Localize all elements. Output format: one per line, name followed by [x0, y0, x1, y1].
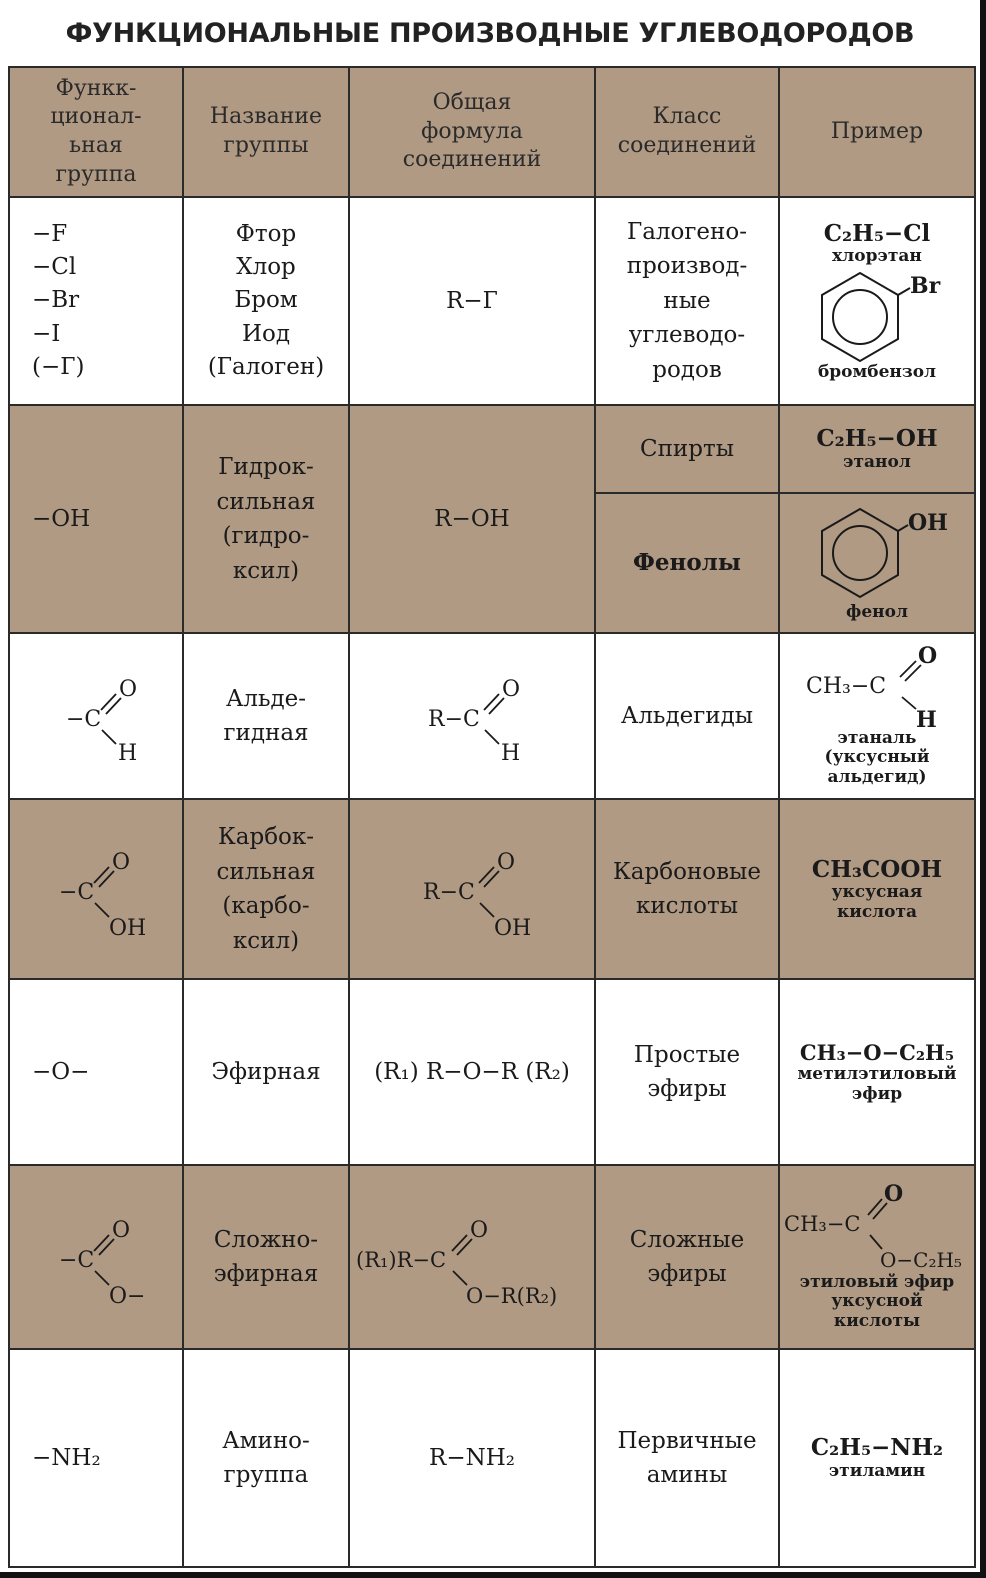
cell-name-carboxyl: Карбок- сильная (карбо- ксил): [183, 799, 349, 979]
carboxyl-group-structure: [31, 839, 161, 939]
cell-formula-ester: [349, 1165, 595, 1349]
cell-example-ether: [779, 979, 975, 1165]
example-formula-methyl-ethyl-ether: CH₃−O−C₂H₅: [799, 1039, 955, 1065]
hydrogen-label: H: [916, 706, 937, 733]
example-caption-ethanol: этанол: [843, 452, 911, 473]
dash-c-label: −C: [66, 707, 102, 732]
carboxyl-general-formula: [397, 839, 547, 939]
functional-groups-table: [8, 66, 976, 1568]
cell-class-aldehyde: Альдегиды: [595, 633, 779, 799]
dash-c-label: −C: [59, 1248, 95, 1273]
cell-group-ether: −O−: [9, 979, 183, 1165]
hydroxyl-label: OH: [109, 916, 147, 941]
benzene-ring-bromobenzene: [802, 267, 952, 359]
cell-formula-aldehyde: [349, 633, 595, 799]
cell-example-phenol: [779, 493, 975, 633]
ch3-dash-c-label: CH₃−C: [784, 1211, 861, 1236]
cell-formula-halogen: R−Г: [349, 197, 595, 405]
oxygen-label: O: [470, 1218, 489, 1243]
r-dash-c-label: R−C: [423, 880, 475, 905]
cell-class-ether: Простые эфиры: [595, 979, 779, 1165]
r1r-dash-c-label: (R₁)R−C: [356, 1248, 447, 1272]
o-dash-label: O−: [109, 1284, 146, 1309]
cell-name-halogen: Фтор Хлор Бром Иод (Галоген): [183, 197, 349, 405]
header-general-formula: Общая формула соединений: [349, 67, 595, 197]
page-title: ФУНКЦИОНАЛЬНЫЕ ПРОИЗВОДНЫЕ УГЛЕВОДОРОДОВ: [65, 17, 915, 49]
example-caption-ethyl-acetate: этиловый эфир уксусной кислоты: [799, 1271, 955, 1331]
table-row-amine: [9, 1349, 975, 1567]
cell-class-ester: Сложные эфиры: [595, 1165, 779, 1349]
cell-name-amine: Амино- группа: [183, 1349, 349, 1567]
table-row-carboxyl: [9, 799, 975, 979]
table-row-ester: [9, 1165, 975, 1349]
cell-name-ester: Сложно- эфирная: [183, 1165, 349, 1349]
oxygen-label: O: [497, 850, 516, 875]
example-caption-ethylamine: этиламин: [828, 1461, 926, 1482]
header-functional-group: Функк- ционал- ьная группа: [9, 67, 183, 197]
hydrogen-label: H: [118, 741, 138, 766]
cell-class-phenols: Фенолы: [595, 493, 779, 633]
example-caption-ethanal: этаналь (уксусный альдегид): [824, 727, 930, 787]
oxygen-label: O: [112, 1218, 131, 1243]
table-row-aldehyde: [9, 633, 975, 799]
table-row-ether: [9, 979, 975, 1165]
cell-formula-hydroxyl: R−OH: [349, 405, 595, 633]
cell-group-carboxyl: [9, 799, 183, 979]
oxygen-label: O: [502, 677, 521, 702]
example-caption-acetic-acid: уксусная кислота: [831, 882, 923, 922]
r-dash-c-label: R−C: [428, 707, 480, 732]
example-formula-acetic-acid: CH₃COOH: [811, 855, 943, 883]
cell-formula-ether: (R₁) R−O−R (R₂): [349, 979, 595, 1165]
ethyl-acetate-structure: [780, 1180, 976, 1273]
oxygen-label: O: [884, 1180, 904, 1207]
cell-formula-carboxyl: [349, 799, 595, 979]
example-formula-ethanol: C₂H₅−OH: [816, 425, 938, 453]
cell-class-halogen: Галогено- производ- ные углеводо- родов: [595, 197, 779, 405]
header-row: [9, 67, 975, 197]
ester-general-formula: [354, 1207, 590, 1307]
hydrogen-label: H: [501, 741, 521, 766]
cell-group-hydroxyl: −OH: [9, 405, 183, 633]
hydroxyl-label: OH: [494, 916, 532, 941]
cell-class-amine: Первичные амины: [595, 1349, 779, 1567]
header-compound-class: Класс соединений: [595, 67, 779, 197]
header-example: Пример: [779, 67, 975, 197]
table-row-halogen: [9, 197, 975, 405]
cell-formula-amine: R−NH₂: [349, 1349, 595, 1567]
o-c2h5-label: O−C₂H₅: [880, 1247, 962, 1272]
cell-group-aldehyde: [9, 633, 183, 799]
oxygen-label: O: [918, 642, 938, 669]
ester-group-structure: [31, 1207, 161, 1307]
oxygen-label: O: [119, 677, 138, 702]
cell-name-aldehyde: Альде- гидная: [183, 633, 349, 799]
header-group-name: Название группы: [183, 67, 349, 197]
dash-c-label: −C: [59, 880, 95, 905]
cell-group-amine: −NH₂: [9, 1349, 183, 1567]
ethanal-structure: [792, 642, 962, 733]
table-row-hydroxyl: [9, 405, 975, 493]
example-formula-ethylamine: C₂H₅−NH₂: [810, 1434, 944, 1462]
example-caption-bromobenzene: бромбензол: [817, 361, 937, 382]
ch3-dash-c-label: CH₃−C: [806, 673, 887, 699]
benzene-ring-phenol: [802, 503, 952, 599]
cell-example-amine: [779, 1349, 975, 1567]
cell-class-carboxyl: Карбоновые кислоты: [595, 799, 779, 979]
aldehyde-group-structure: [36, 668, 156, 764]
example-formula-chloroethane: C₂H₅−Cl: [823, 219, 931, 247]
oxygen-label: O: [112, 850, 131, 875]
cell-name-hydroxyl: Гидрок- сильная (гидро- ксил): [183, 405, 349, 633]
cell-name-ether: Эфирная: [183, 979, 349, 1165]
cell-example-carboxyl: [779, 799, 975, 979]
aldehyde-general-formula: [402, 668, 542, 764]
example-caption-phenol: фенол: [846, 602, 908, 623]
cell-example-halogen: [779, 197, 975, 405]
bromine-label: Br: [910, 272, 941, 299]
cell-example-ester: [779, 1165, 975, 1349]
cell-example-aldehyde: [779, 633, 975, 799]
cell-group-ester: [9, 1165, 183, 1349]
cell-example-ethanol: [779, 405, 975, 493]
example-caption-chloroethane: хлорэтан: [832, 246, 922, 267]
o-r-r2-label: O−R(R₂): [466, 1284, 558, 1308]
cell-group-halogen: −F −Cl −Br −I (−Г): [9, 197, 183, 405]
example-caption-methyl-ethyl-ether: метилэтиловый эфир: [797, 1064, 957, 1104]
cell-class-alcohols: Спирты: [595, 405, 779, 493]
hydroxyl-label: OH: [908, 510, 948, 537]
